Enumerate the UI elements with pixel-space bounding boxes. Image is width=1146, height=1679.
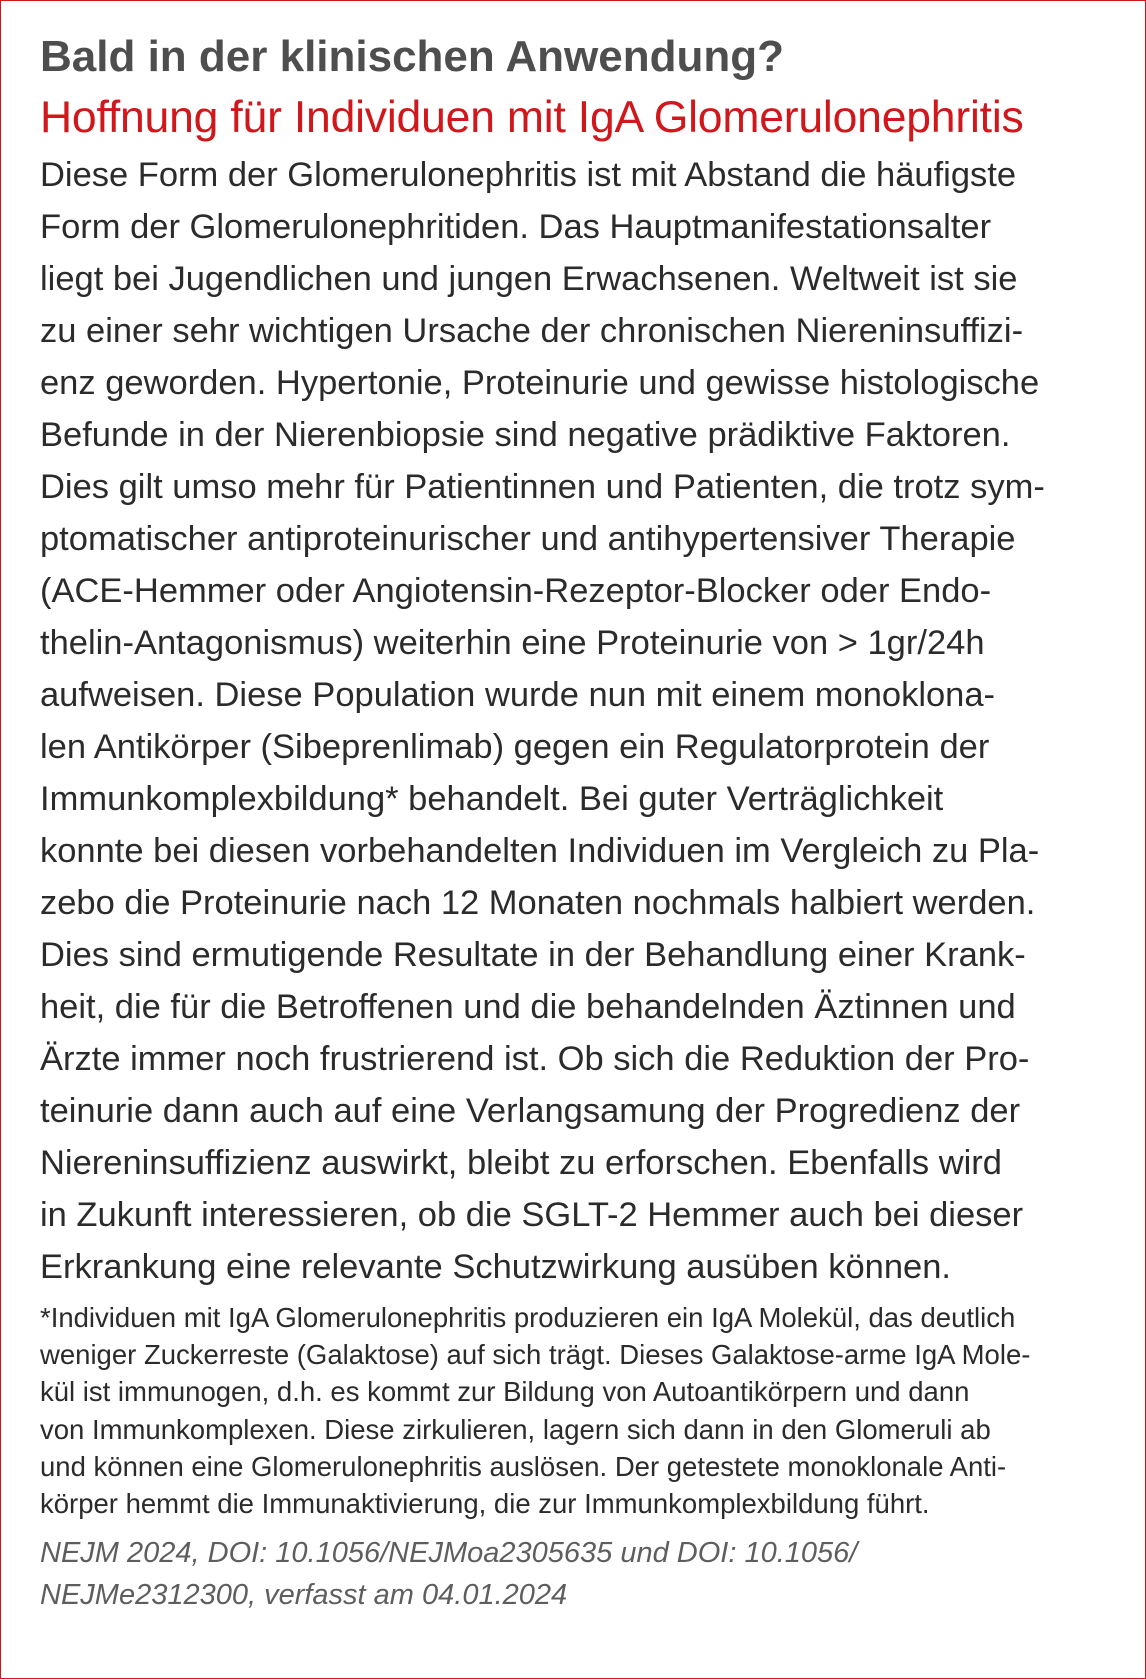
body-line: in Zukunft interessieren, ob die SGLT-2 Hemmer auch bei dieser xyxy=(40,1196,1024,1234)
footnote xyxy=(40,1299,1115,1522)
box-heading: Bald in der klinischen Anwendung? xyxy=(40,32,784,81)
footnote-line: kül ist immunogen, d.h. es kommt zur Bildung von Autoantikörpern und dann xyxy=(40,1376,970,1408)
body-line: ptomatischer antiproteinurischer und antihypertensiver Therapie xyxy=(40,520,1016,558)
citation xyxy=(40,1532,1115,1616)
body-line: zu einer sehr wichtigen Ursache der chronischen Niereninsuffizi- xyxy=(40,312,1024,350)
footnote-line: *Individuen mit IgA Glomerulonephritis produzieren ein IgA Molekül, das deutlich xyxy=(40,1302,1016,1333)
body-paragraph xyxy=(40,149,1115,1293)
body-line: Niereninsuffizienz auswirkt, bleibt zu erforschen. Ebenfalls wird xyxy=(40,1144,1002,1182)
body-line: Diese Form der Glomerulonephritis ist mit Abstand die häufigste xyxy=(40,156,1017,194)
body-line: thelin-Antagonismus) weiterhin eine Proteinurie von > 1gr/24h xyxy=(40,624,985,662)
body-line: Ärzte immer noch frustrierend ist. Ob sich die Reduktion der Pro- xyxy=(40,1040,1030,1078)
body-line: Form der Glomerulonephritiden. Das Hauptmanifestationsalter xyxy=(40,208,992,246)
body-line: heit, die für die Betroffenen und die behandelnden Äztinnen und xyxy=(40,988,1016,1026)
footnote-line: von Immunkomplexen. Diese zirkulieren, lagern sich dann in den Glomeruli ab xyxy=(40,1413,991,1445)
body-line: Dies gilt umso mehr für Patientinnen und Patienten, die trotz sym- xyxy=(40,468,1045,506)
body-line: (ACE-Hemmer oder Angiotensin-Rezeptor-Blocker oder Endo- xyxy=(40,572,992,610)
citation-line: NEJM 2024, DOI: 10.1056/NEJMoa2305635 und DOI: 10.1056/ xyxy=(40,1537,858,1570)
body-line: Immunkomplexbildung* behandelt. Bei guter Verträglichkeit xyxy=(40,780,944,818)
body-line: liegt bei Jugendlichen und jungen Erwachsenen. Weltweit ist sie xyxy=(40,260,1018,298)
body-line: Dies sind ermutigende Resultate in der Behandlung einer Krank- xyxy=(40,936,1026,974)
body-line: zebo die Proteinurie nach 12 Monaten nochmals halbiert werden. xyxy=(40,884,1036,922)
info-box-content xyxy=(40,27,1115,1616)
footnote-line: körper hemmt die Immunaktivierung, die zur Immunkomplexbildung führt. xyxy=(40,1488,930,1520)
citation-line: NEJMe2312300, verfasst am 04.01.2024 xyxy=(40,1579,568,1612)
box-subheading: Hoffnung für Individuen mit IgA Glomerulonephritis xyxy=(40,93,1024,142)
body-line: konnte bei diesen vorbehandelten Individuen im Vergleich zu Pla- xyxy=(40,832,1040,870)
body-line: aufweisen. Diese Population wurde nun mit einem monoklona- xyxy=(40,676,996,714)
body-line: len Antikörper (Sibeprenlimab) gegen ein Regulatorprotein der xyxy=(40,728,990,766)
footnote-line: und können eine Glomerulonephritis auslösen. Der getestete monoklonale Anti- xyxy=(40,1450,1007,1482)
body-line: Erkrankung eine relevante Schutzwirkung ausüben können. xyxy=(40,1248,951,1286)
body-line: Befunde in der Nierenbiopsie sind negative prädiktive Faktoren. xyxy=(40,416,1011,454)
footnote-line: weniger Zuckerreste (Galaktose) auf sich trägt. Dieses Galaktose-arme IgA Mole- xyxy=(40,1339,1031,1371)
body-line: teinurie dann auch auf eine Verlangsamung der Progredienz der xyxy=(40,1092,1021,1130)
body-line: enz geworden. Hypertonie, Proteinurie und gewisse histologische xyxy=(40,364,1040,402)
